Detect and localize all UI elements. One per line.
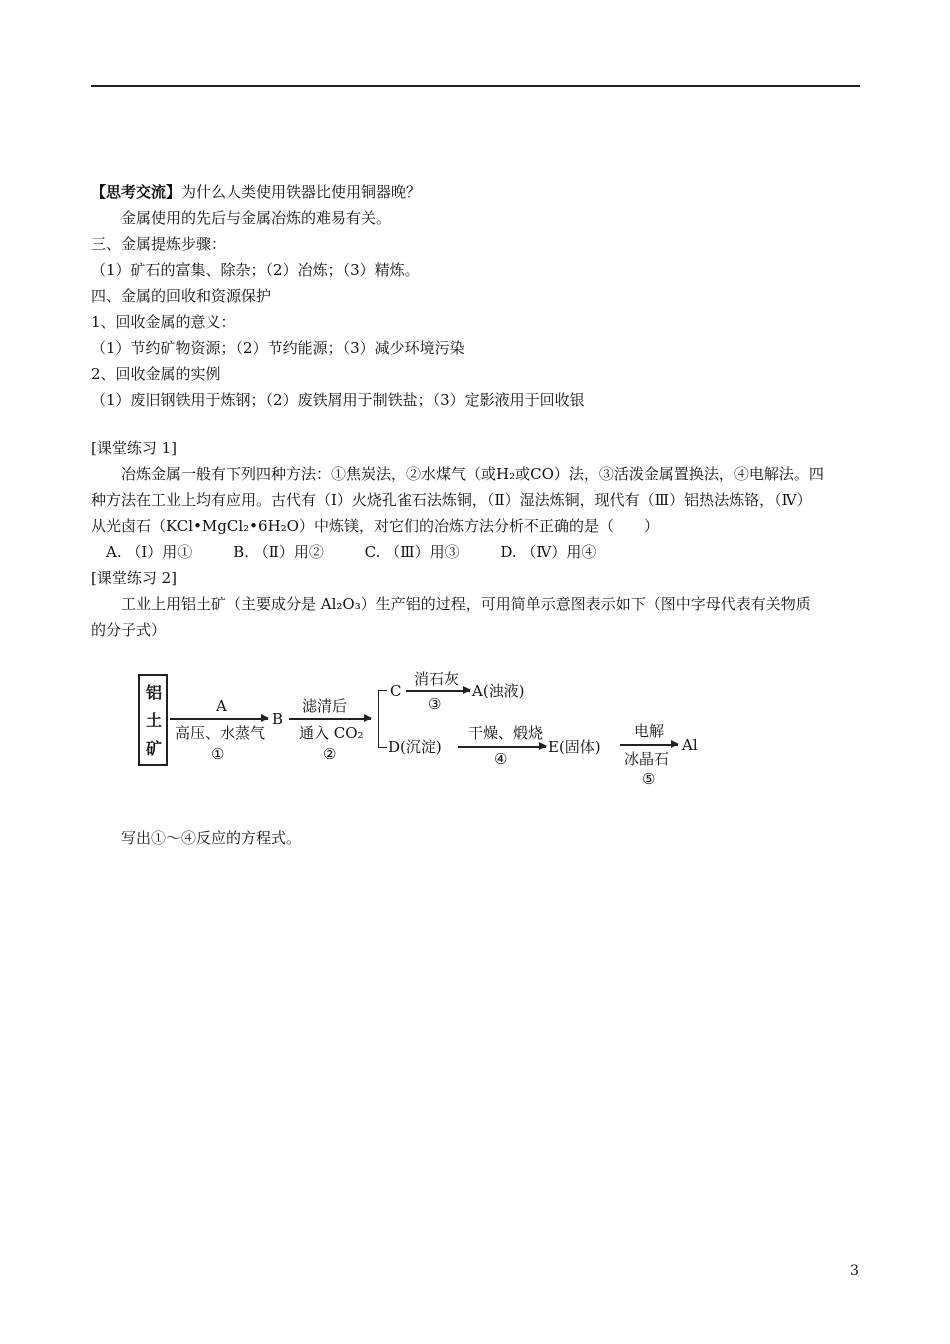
exercise1-heading: [课堂练习 1] — [91, 439, 178, 457]
think-answer: 金属使用的先后与金属冶炼的难易有关。 — [121, 209, 392, 227]
product-e: E(固体) — [548, 738, 601, 756]
step1-label-top: A — [216, 697, 227, 715]
bauxite-process-diagram — [138, 670, 738, 795]
ore-char-2: 土 — [146, 711, 163, 730]
ore-box — [138, 674, 168, 766]
step1-label-bottom: 高压、水蒸气 — [175, 724, 266, 742]
think-question: 为什么人类使用铁器比使用铜器晚？ — [181, 183, 422, 201]
step1-number: ① — [211, 745, 225, 763]
section4-title: 四、金属的回收和资源保护 — [91, 287, 272, 305]
step3-arrow — [406, 690, 470, 692]
section4-1-items: （1）节约矿物资源；（2）节约能源；（3）减少环境污染 — [91, 339, 465, 357]
step4-label-top: 干燥、煅烧 — [468, 724, 544, 742]
ore-char-1: 铝 — [146, 683, 163, 702]
exercise2-line2: 的分子式） — [91, 621, 167, 639]
step5-arrow — [620, 744, 678, 746]
exercise1-line3: 从光卤石（KCl•MgCl₂•6H₂O）中炼镁，对它们的冶炼方法分析不正确的是（ ） — [91, 517, 659, 535]
step2-arrow — [289, 718, 371, 720]
section3-steps: （1）矿石的富集、除杂；（2）冶炼；（3）精炼。 — [91, 261, 420, 279]
step4-arrow — [458, 746, 546, 748]
product-d: D(沉淀) — [388, 738, 442, 756]
exercise2-question: 写出①～④反应的方程式。 — [121, 829, 302, 847]
think-tag: 【思考交流】 — [91, 183, 182, 201]
option-b: B. （Ⅱ）用② — [233, 543, 324, 561]
step3-number: ③ — [428, 695, 442, 713]
step4-number: ④ — [494, 750, 508, 768]
step2-label-top: 滤清后 — [302, 697, 348, 715]
step5-label-bottom: 冰晶石 — [624, 750, 670, 768]
header-rule — [91, 85, 860, 87]
option-c: C. （Ⅲ）用③ — [364, 543, 460, 561]
step2-number: ② — [323, 745, 337, 763]
product-al: Al — [682, 736, 698, 754]
option-a: A. （Ⅰ）用① — [106, 543, 193, 561]
exercise1-line2: 种方法在工业上均有应用。古代有（Ⅰ）火烧孔雀石法炼铜，（Ⅱ）湿法炼铜，现代有（Ⅲ）铝热法炼铬，（Ⅳ） — [91, 491, 812, 509]
exercise2-line1: 工业上用铝土矿（主要成分是 Al₂O₃）生产铝的过程，可用简单示意图表示如下（图中字母代表有关物质 — [121, 595, 811, 613]
ore-char-3: 矿 — [146, 739, 163, 758]
section3-title: 三、金属提炼步骤： — [91, 235, 227, 253]
step5-number: ⑤ — [642, 770, 656, 788]
branch-bracket — [378, 690, 387, 748]
exercise1-line1: 冶炼金属一般有下列四种方法：①焦炭法，②水煤气（或H₂或CO）法，③活泼金属置换法，④电解法。四 — [121, 465, 824, 483]
step2-label-bottom: 通入 CO₂ — [299, 724, 364, 742]
option-d: D. （Ⅳ）用④ — [500, 543, 597, 561]
exercise1-options — [106, 542, 632, 562]
page-number: 3 — [850, 1263, 859, 1279]
product-b: B — [272, 710, 284, 728]
section4-1-title: 1、回收金属的意义： — [91, 313, 236, 331]
exercise2-heading: [课堂练习 2] — [91, 569, 178, 587]
step3-product: A(浊液) — [472, 682, 525, 700]
think-line — [91, 182, 421, 202]
section4-2-items: （1）废旧钢铁用于炼钢；（2）废铁屑用于制铁盐；（3）定影液用于回收银 — [91, 391, 585, 409]
section4-2-title: 2、回收金属的实例 — [91, 365, 221, 383]
product-c: C — [390, 682, 402, 700]
step3-label-top: 消石灰 — [414, 670, 460, 688]
step5-label-top: 电解 — [634, 722, 665, 740]
step1-arrow — [170, 718, 268, 720]
